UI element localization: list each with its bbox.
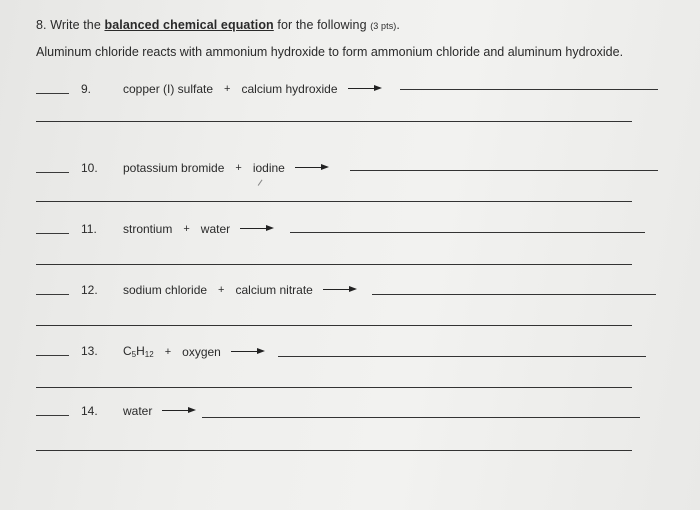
formula-c: C [123, 344, 132, 358]
reactant-2: iodine [252, 161, 285, 175]
item-number: 12. [81, 283, 98, 297]
score-blank[interactable] [36, 93, 69, 94]
equation [123, 222, 274, 236]
reactant-2: calcium nitrate [235, 283, 313, 297]
item-13 [0, 344, 700, 364]
item-number: 13. [81, 344, 98, 358]
item-number: 14. [81, 404, 98, 418]
balanced-answer-line[interactable] [36, 201, 632, 202]
reactant-1: sodium chloride [123, 283, 208, 297]
example-sentence: Aluminum chloride reacts with ammonium hydroxide to form ammonium chloride and aluminum hydroxide. [36, 45, 624, 59]
balanced-answer-line[interactable] [36, 325, 632, 326]
equation [123, 283, 357, 297]
formula-sub-12: 12 [144, 350, 154, 359]
equation [123, 82, 382, 96]
question-heading [36, 18, 400, 32]
reactant-1: strontium [123, 222, 173, 236]
question-prefix: 8. Write the [36, 18, 105, 32]
products-answer-line[interactable] [400, 89, 658, 90]
products-answer-line[interactable] [202, 417, 640, 418]
question-points: (3 pts) [370, 21, 397, 31]
plus-sign: + [235, 162, 242, 174]
reactant-1: potassium bromide [123, 161, 225, 175]
reactant-2: water [200, 222, 231, 236]
reactant-1: water [123, 404, 153, 418]
item-14 [0, 404, 700, 424]
products-answer-line[interactable] [372, 294, 656, 295]
item-number: 11. [81, 222, 97, 236]
arrow-icon [162, 407, 196, 415]
products-answer-line[interactable] [290, 232, 645, 233]
item-10 [0, 161, 700, 181]
question-underlined-text: balanced chemical equation [104, 18, 274, 32]
score-blank[interactable] [36, 233, 69, 234]
plus-sign: + [224, 83, 231, 95]
products-answer-line[interactable] [350, 170, 658, 171]
arrow-icon [348, 85, 382, 93]
reactant-1: copper (I) sulfate [123, 82, 214, 96]
plus-sign: + [218, 284, 225, 296]
arrow-icon [323, 286, 357, 294]
question-middle: for the following [273, 18, 371, 32]
arrow-icon [231, 348, 265, 356]
balanced-answer-line[interactable] [36, 264, 632, 265]
item-9 [0, 82, 700, 102]
score-blank[interactable] [36, 172, 69, 173]
equation [123, 161, 329, 175]
formula-sub-5: 5 [131, 350, 137, 359]
formula-h: H [136, 344, 145, 358]
plus-sign: + [183, 223, 190, 235]
item-number: 10. [81, 161, 98, 175]
item-12 [0, 283, 700, 303]
score-blank[interactable] [36, 355, 69, 356]
arrow-icon [295, 164, 329, 172]
item-number: 9. [81, 82, 92, 96]
reactant-2: calcium hydroxide [241, 82, 338, 96]
score-blank[interactable] [36, 415, 69, 416]
plus-sign: + [164, 345, 172, 358]
balanced-answer-line[interactable] [36, 450, 632, 451]
score-blank[interactable] [36, 294, 69, 295]
reactant-1-formula [123, 344, 154, 359]
arrow-icon [240, 225, 274, 233]
balanced-answer-line[interactable] [36, 121, 632, 122]
question-end: . [396, 18, 400, 32]
equation [123, 404, 196, 418]
reactant-2: oxygen [182, 344, 221, 359]
balanced-answer-line[interactable] [36, 387, 632, 388]
equation [123, 344, 265, 359]
products-answer-line[interactable] [278, 356, 646, 357]
item-11 [0, 222, 700, 242]
